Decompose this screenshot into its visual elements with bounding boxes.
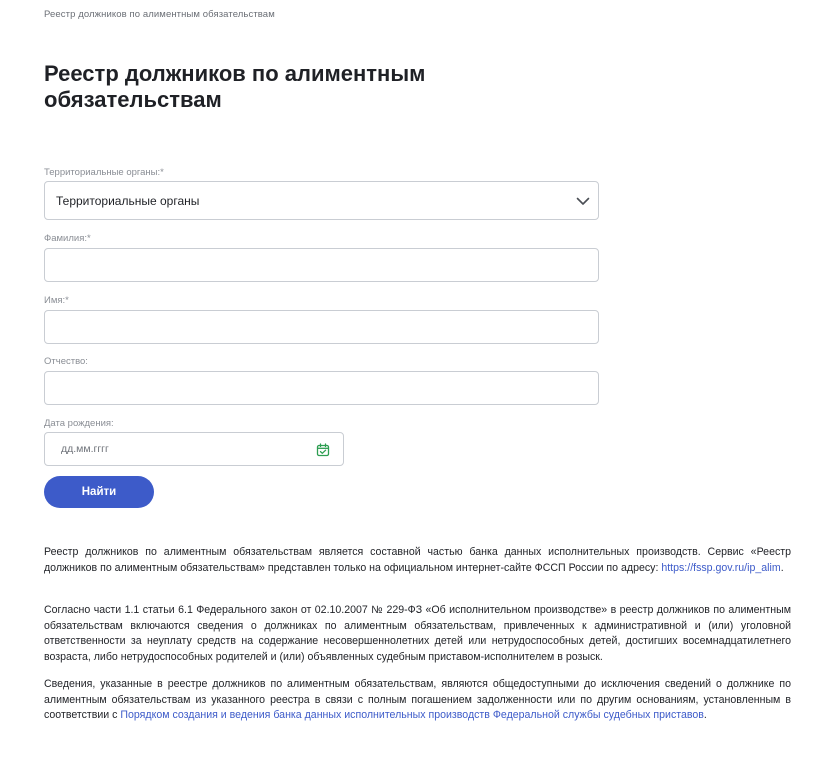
territorial-select-value: Территориальные органы: [56, 194, 200, 208]
calendar-icon[interactable]: [316, 443, 330, 457]
info-paragraph-2: [44, 603, 791, 665]
surname-input[interactable]: [44, 248, 599, 282]
surname-label: Фамилия:*: [44, 233, 91, 244]
patronymic-label: Отчество:: [44, 356, 88, 367]
name-label: Имя:*: [44, 295, 69, 306]
info-paragraph-1-text: Реестр должников по алиментным обязательствам является составной частью банка данных исполнительных производств. Сервис «Реестр должников по алиментным обязательствам» представлен только на официальном интернет-сайте ФССП России по адресу:: [44, 546, 791, 574]
page-title: Реестр должников по алиментным обязательствам: [44, 61, 426, 112]
territorial-label: Территориальные органы:*: [44, 167, 164, 178]
patronymic-input[interactable]: [44, 371, 599, 405]
info-paragraph-3-end: .: [703, 709, 707, 721]
territorial-select[interactable]: [44, 181, 599, 220]
procedure-link[interactable]: Порядком создания и ведения банка данных исполнительных производств Федеральной службы судебных приставов: [120, 709, 704, 721]
birthdate-label: Дата рождения:: [44, 418, 114, 429]
breadcrumb[interactable]: Реестр должников по алиментным обязательствам: [44, 9, 275, 20]
name-input[interactable]: [44, 310, 599, 344]
birthdate-placeholder: дд.мм.гггг: [61, 443, 109, 455]
info-paragraph-1: [44, 545, 791, 576]
chevron-down-icon[interactable]: [576, 194, 590, 208]
info-paragraph-3: [44, 677, 791, 724]
fssp-alim-link[interactable]: https://fssp.gov.ru/ip_alim: [661, 561, 781, 574]
info-paragraph-2-text: Согласно части 1.1 статьи 6.1 Федерального закон от 02.10.2007 № 229-ФЗ «Об исполнительном производстве» в реестр должников по алиментным обязательствам включаются сведения о должниках по алиментным обязательствам, привлеченных к административной и (или) уголовной ответственности за неуплату средств на содержание несовершеннолетних детей или нетрудоспособных детей, достигших восемнадцатилетнего возраста, либо нетрудоспособных родителей и (или) объявленных судебным приставом-исполнителем в розыск.: [44, 604, 791, 663]
search-button[interactable]: Найти: [44, 476, 154, 508]
info-paragraph-1-end: .: [780, 561, 784, 574]
info-paragraph-3-text: Сведения, указанные в реестре должников по алиментным обязательствам, являются общедоступными до исключения сведений о должнике по алиментным обязательствам из указанного реестра в связи с полным погашением задолженности или по другим основаниям, установленным в соответствии с: [44, 678, 791, 721]
birthdate-input[interactable]: [44, 432, 344, 466]
